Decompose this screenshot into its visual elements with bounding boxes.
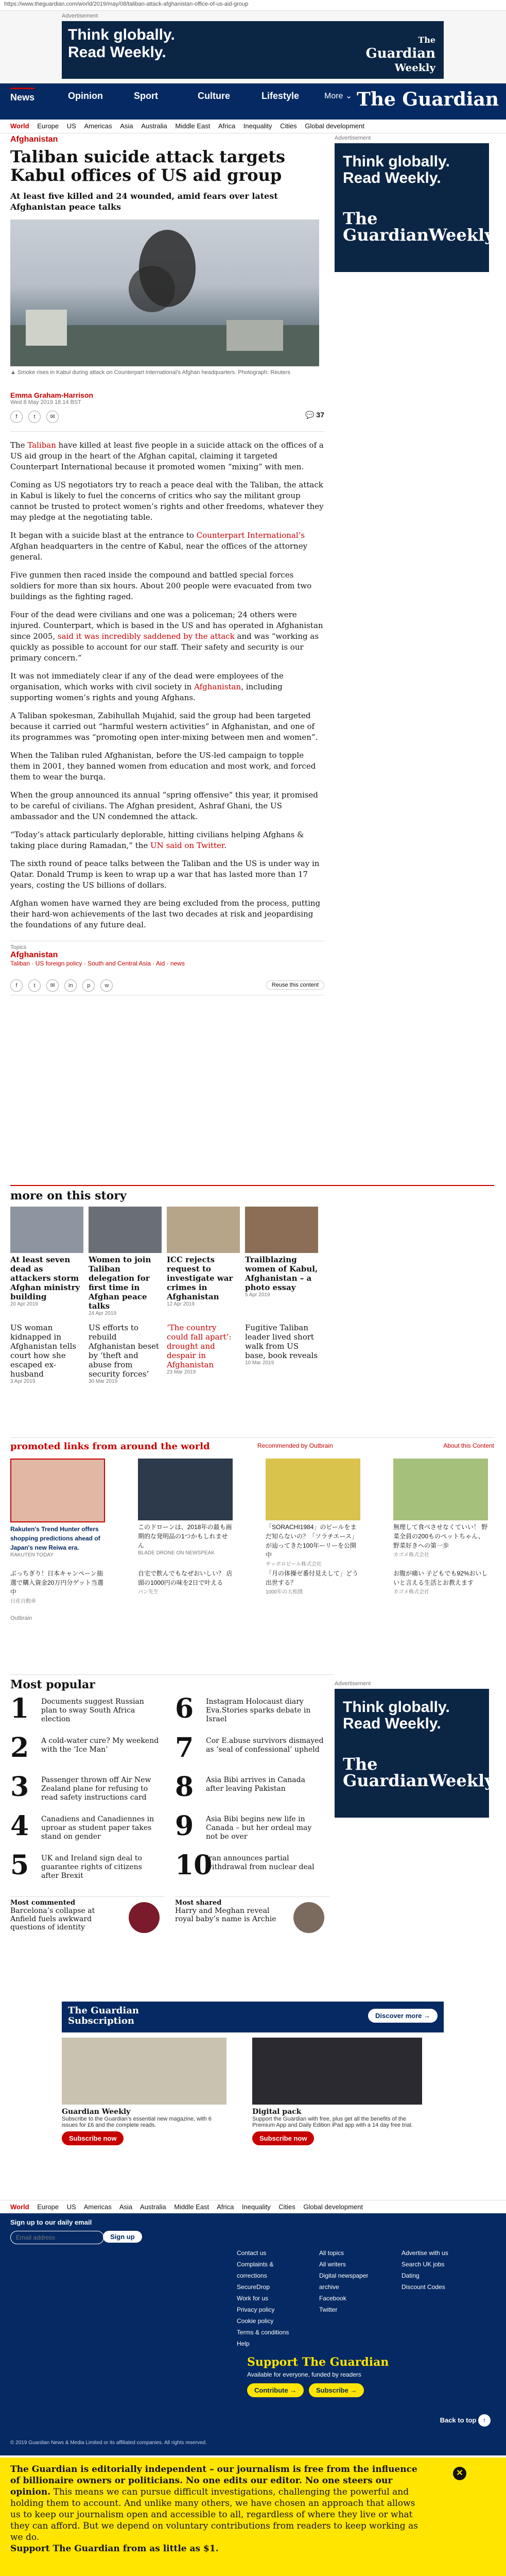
promoted-source: サッポロビール株式会社 [266,1562,322,1567]
support-subtitle: Available for everyone, funded by readers [247,2371,361,2378]
promoted-title: 「SORACHI1984」のビールをまだ知らないの？「ソラチエース」が辿ってきた100年ーリーを公開中 [266,1523,358,1558]
discover-more-button[interactable]: Discover more → [368,2009,438,2023]
promoted-thumbnail [10,1459,105,1522]
most-popular-title: Passenger thrown off Air New Zealand plane for refusing to read safety instructions card [41,1776,151,1802]
story-date: 10 Mar 2019 [245,1360,274,1366]
subnav-cities[interactable]: Cities [280,122,297,130]
promoted-title: 無理して食べさせなくていい！ 野菜全員の200ものペットちゃん、野菜好きへの第一歩 [393,1523,488,1549]
subnav-middle-east[interactable]: Middle East [174,2203,210,2211]
most-popular-title: Cor E.abuse survivors dismayed as ‘seal of confessional’ upheld [206,1737,324,1754]
building [26,310,67,346]
subnav-global-development[interactable]: Global development [305,122,364,130]
article-body [10,440,324,930]
footer-link[interactable]: Help [237,2340,250,2347]
footer-link[interactable]: Digital newspaper archive [319,2272,369,2291]
ad-brand: The Guardian Weekly [365,35,435,74]
article-paragraph: A Taliban spokesman, Zabihullah Mujahid, said the group had been targeted because it carried out “harmful western activities” in Afghanistan, and one of its programmes was “promoting open inter-mixing between men and women”. [10,711,318,742]
facebook-icon[interactable]: f [10,411,23,423]
more-on-this-story [10,1185,494,1408]
nav-news[interactable]: News [10,88,34,103]
inline-link[interactable]: said it was incredibly saddened by the attack [57,632,235,641]
offer-title: Guardian Weekly [62,2108,131,2116]
top-advertisement [0,11,506,83]
email-input[interactable] [10,2231,104,2244]
copyright: © 2019 Guardian News & Media Limited or its affiliated companies. All rights reserved. [10,2440,207,2446]
most-shared-title: Harry and Meghan reveal royal baby’s name is Archie [175,1907,276,1923]
story-title: US efforts to rebuild Afghanistan beset by ‘theft and abuse from security forces’ [89,1323,159,1379]
guardian-weekly-covers [62,2038,226,2105]
nav-sport[interactable]: Sport [134,91,158,101]
rank-number: 5 [10,1850,29,1881]
address-bar[interactable]: https://www.theguardian.com/world/2019/may/08/taliban-attack-afghanistan-office-of-us-aid-group [0,0,506,11]
nav-lifestyle[interactable]: Lifestyle [261,91,300,101]
subscribe-now-button[interactable]: Subscribe now [62,2131,124,2145]
most-popular-item[interactable] [175,1732,329,1773]
subnav-world[interactable]: World [10,122,29,130]
rank-number: 9 [175,1810,194,1842]
rank-number: 4 [10,1810,29,1842]
article-paragraph: The Taliban have killed at least five people in a suicide attack on the offices of a US aid group in the heart of the Afghan capital, claiming it targeted Counterpart International because it promoted women “mixing” with men. [10,440,324,471]
article-paragraph: When the group announced its annual “spring offensive” this year, it promised to be careful of civilians. The Afghan president, Ashraf Ghani, the US ambassador and the UN condemned the attack. [10,790,318,821]
support-text: The Guardian is editorially independent – our journalism is free from the influence of billionaire owners or politicians. No one edits our editor. No one steers our opinion. This means we can pursue difficult investigations, challenging the powerful and holding them to account. And unlike many others, we have chosen an approach that allows us to keep our journalism open and accessible to all, regardless of where they live or what they can afford. But we depend on voluntary contributions from readers to keep working as we do. Support The Guardian from as little as $1. [10,2464,422,2554]
ad-tagline: Think globally. Read Weekly. [68,26,175,61]
section-title: promoted links from around the world [10,1441,210,1452]
story-date: 23 Mar 2019 [167,1369,196,1375]
promoted-thumbnail [393,1459,488,1520]
subnav-europe[interactable]: Europe [37,2203,59,2211]
story-card[interactable] [245,1321,318,1366]
subnav-europe[interactable]: Europe [37,122,59,130]
subscription-title: The Guardian Subscription [68,2005,139,2026]
recommended-by-outbrain[interactable]: Recommended by Outbrain [257,1442,333,1449]
contribute-button[interactable]: Contribute → [247,2383,304,2397]
story-thumbnail [89,1207,162,1253]
guardian-logo[interactable]: The Guardian [357,89,499,110]
subscription-banner [62,2002,444,2032]
inline-link[interactable]: Afghanistan [194,682,241,691]
promoted-card[interactable] [393,1459,488,1558]
most-popular-title: Instagram Holocaust diary Eva.Stories sparks debate in Israel [206,1698,311,1723]
story-card[interactable] [167,1207,240,1307]
chevron-down-icon: ⌄ [345,92,353,100]
promoted-card[interactable] [138,1567,233,1595]
share-bar-bottom [10,979,324,995]
subnav-global-development[interactable]: Global development [303,2203,363,2211]
footer-link[interactable]: Terms & conditions [237,2329,289,2336]
article-paragraph: Afghan women have warned they are being excluded from the process, putting their hard-won achievements of the last two decades at risk and jeopardising the foundations of any future deal. [10,899,321,929]
digital-pack-offer[interactable] [252,2038,422,2145]
article-paragraph: Five gunmen then raced inside the compound and battled special forces soldiers for more than six hours. About 200 people were evacuated from two buildings as the fighting raged. [10,570,312,601]
most-shared[interactable] [175,1896,329,1923]
email-icon[interactable]: ✉ [46,979,59,992]
back-to-top-button[interactable]: Back to top ↑ [440,2414,491,2427]
topics [10,941,324,967]
promoted-source: 1000年の大相撲 [266,1589,303,1595]
most-popular-item[interactable] [175,1850,329,1890]
footer-link[interactable]: Search UK jobs [402,2261,445,2268]
footer-links-col3 [402,2247,468,2293]
story-card[interactable] [10,1321,83,1384]
footer-link[interactable]: Twitter [319,2306,338,2313]
twitter-icon[interactable]: t [28,411,41,423]
article-headline: Taliban suicide attack targets Kabul offices of US aid group [10,147,285,185]
offer-text: Support the Guardian with free, plus get all the benefits of the Premium App and Daily Edition iPad app with a 14 day free trial. [252,2116,413,2128]
close-banner-button[interactable] [453,2467,466,2480]
article [10,135,324,995]
promoted-source: カゴメ株式会社 [393,1552,429,1558]
most-popular-title: Asia Bibi arrives in Canada after leaving Pakistan [206,1776,305,1793]
story-card[interactable] [89,1321,162,1384]
subnav-australia[interactable]: Australia [140,2203,166,2211]
story-card[interactable] [245,1207,318,1298]
building [226,320,283,351]
most-popular-item[interactable] [10,1771,165,1812]
story-date: 3 Apr 2019 [10,1379,36,1384]
most-popular-item[interactable] [10,1732,165,1773]
story-date: 30 Mar 2019 [89,1379,118,1384]
story-thumbnail [167,1207,240,1253]
share-bar [10,411,324,432]
promoted-source: BLADE DRONE ON NEWSPEAK [138,1550,215,1556]
footer-links-col1 [237,2247,304,2349]
topics-list[interactable]: Taliban · US foreign policy · South and Central Asia · Aid · news [10,960,185,967]
subnav-asia[interactable]: Asia [119,2203,133,2211]
promoted-source: カゴメ株式会社 [393,1589,429,1595]
sub-navigation [0,120,506,133]
most-popular-item[interactable] [175,1810,329,1851]
ad-tagline: Think globally. Read Weekly. [343,153,450,187]
most-commented-title: Barcelona’s collapse at Anfield fuels awkward questions of identity [10,1907,95,1931]
promoted-source: RAKUTEN TODAY [10,1552,54,1558]
subnav-americas[interactable]: Americas [84,122,112,130]
ad-brand: The GuardianWeekly [343,1754,494,1790]
subnav-world[interactable]: World [10,2203,29,2211]
article-paragraph: The sixth round of peace talks between the Taliban and the US is under way in Qatar. Donald Trump is keen to wrap up a war that has lasted more than 17 years, costing the US billions of dollars. [10,859,320,890]
support-title: Support The Guardian [247,2355,389,2369]
promoted-card[interactable] [266,1459,360,1567]
rank-number: 2 [10,1732,29,1764]
article-paragraph: It was not immediately clear if any of the dead were employees of the organisation, which works with civil society in Afghanistan, including supporting women’s rights and young Afghans. [10,671,284,702]
arrow-up-icon: ↑ [478,2414,491,2427]
subnav-inequality[interactable]: Inequality [243,122,272,130]
topics-main[interactable]: Afghanistan [10,951,58,959]
subscribe-now-button[interactable]: Subscribe now [252,2131,314,2145]
promoted-title: ぶっちぎり！日本キャンペーン抽選で購入資金20万円分ゲット当選中 [10,1570,103,1596]
promoted-title: このドローンは、2018年の最も画期的な発明品の1つかもしれません [138,1523,232,1549]
footer-link[interactable]: Complaints & corrections [237,2261,274,2279]
subscription-promo [62,2002,444,2172]
most-popular-title: Documents suggest Russian plan to sway South Africa election [41,1698,144,1723]
footer-subnav [0,2200,506,2213]
most-popular-title: A cold-water cure? My weekend with the ‘Ice Man’ [41,1737,159,1754]
ad-label: Advertisement [62,13,98,19]
story-date: 12 Apr 2019 [167,1301,195,1307]
most-popular-item[interactable] [175,1693,329,1734]
article-paragraph: Four of the dead were civilians and one was a policeman; 24 others were injured. Counterpart, which is based in the US and has operated in Afghanistan since 2005, said it was incredibly saddened by the attack and was “working as quickly as possible to account for our staff. Their safety and security is our primary concern.” [10,610,323,663]
footer-link[interactable]: Contact us [237,2249,267,2257]
topics-label: Topics [10,944,27,951]
promoted-thumbnail [138,1459,233,1520]
promoted-source: パン先生 [138,1589,159,1595]
guardian-weekly-ad-banner[interactable] [62,21,444,79]
sign-up-button[interactable]: Sign up [103,2231,142,2243]
story-title: Trailblazing women of Kabul, Afghanistan – a photo essay [245,1255,318,1292]
subscribe-button[interactable]: Subscribe → [309,2383,364,2397]
promoted-title: お腹が痛い 子どもでも92%おいしいと言える生活とお教えます [393,1570,488,1586]
subnav-asia[interactable]: Asia [120,122,133,130]
promoted-card[interactable] [266,1567,360,1595]
article-standfirst: At least five killed and 24 wounded, amid fears over latest Afghanistan peace talks [10,191,278,212]
nav-opinion[interactable]: Opinion [68,91,103,101]
subnav-middle-east[interactable]: Middle East [175,122,211,130]
story-card[interactable] [89,1207,162,1316]
section-title: Most popular [10,1678,95,1691]
subnav-cities[interactable]: Cities [278,2203,295,2211]
subnav-africa[interactable]: Africa [217,2203,234,2211]
promoted-title: 「月の体操ゼ番付見えして」どう出世する？ [266,1570,359,1586]
subnav-australia[interactable]: Australia [141,122,167,130]
story-title: ‘The country could fall apart’: drought and despair in Afghanistan [167,1323,232,1369]
comment-icon: 💬 [305,411,315,419]
footer-link[interactable]: All writers [319,2261,346,2268]
footer-link[interactable]: Advertise with us [402,2249,448,2257]
article-byline[interactable]: Emma Graham-Harrison [10,391,94,399]
outbrain-logo[interactable]: Outbrain [10,1615,32,1621]
footer-link[interactable]: All topics [319,2249,344,2257]
most-shared-thumbnail [293,1902,324,1933]
twitter-icon[interactable]: t [28,979,41,992]
guardian-weekly-side-ad[interactable] [335,1689,494,1818]
footer-link[interactable]: Facebook [319,2295,346,2302]
rank-number: 6 [175,1693,194,1724]
article-section-kicker[interactable]: Afghanistan [10,135,58,144]
comment-count[interactable]: 💬 37 [305,411,324,419]
story-title: Fugitive Taliban leader lived short walk from US base, book reveals [245,1323,318,1360]
subnav-inequality[interactable]: Inequality [241,2203,271,2211]
footer-link[interactable]: Discount Codes [402,2283,445,2291]
story-date: 5 Apr 2019 [245,1292,270,1298]
rank-number: 3 [10,1771,29,1803]
about-this-content[interactable]: About this Content [443,1442,494,1449]
nav-more[interactable]: More ⌄ [324,92,353,100]
most-popular [10,1674,335,1953]
inline-link[interactable]: Counterpart International’s [196,531,305,540]
most-popular-item[interactable] [10,1693,165,1734]
most-popular-title: Iran announces partial withdrawal from nuclear deal [206,1854,315,1871]
reuse-content-button[interactable]: Reuse this content [266,980,324,990]
story-title: US woman kidnapped in Afghanistan tells court how she escaped ex-husband [10,1323,77,1379]
story-card[interactable] [10,1207,83,1307]
rank-number: 8 [175,1771,194,1803]
story-title: At least seven dead as attackers storm Afghan ministry building [10,1255,80,1301]
promoted-title: Rakuten's Trend Hunter offers shopping predictions ahead of Japan's new Reiwa era. [10,1526,100,1551]
story-thumbnail [10,1207,83,1253]
article-paragraph: Coming as US negotiators try to reach a peace deal with the Taliban, the attack in Kabul is likely to fuel the concerns of critics who say the militant group cannot be trusted to protect women’s rights and other freedoms, whatever they may pledge at the negotiating table. [10,480,324,522]
promoted-source: 日産自動車 [10,1599,36,1604]
offer-text: Subscribe to the Guardian’s essential new magazine, with 6 issues for £6 and the complete reads. [62,2116,212,2128]
story-date: 20 Apr 2019 [10,1301,38,1307]
most-commented-thumbnail [129,1902,160,1933]
main-navigation [0,83,506,120]
promoted-card[interactable] [393,1567,488,1595]
most-commented[interactable] [10,1896,165,1931]
digital-pack-devices [252,2038,422,2105]
promoted-title: 自宅で飲んでもなぜおいしい？ 店頭の1000円の味を2日で叶える [138,1570,233,1586]
section-title: more on this story [10,1189,127,1202]
promoted-card[interactable] [10,1567,105,1604]
signup-title: Sign up to our daily email [10,2218,92,2226]
support-banner [0,2458,506,2576]
rank-number: 7 [175,1732,194,1764]
story-date: 24 Apr 2019 [89,1311,116,1316]
subnav-africa[interactable]: Africa [218,122,236,130]
whatsapp-icon[interactable]: w [100,979,113,992]
article-paragraph: “Today’s attack particularly deplorable, hitting civilians helping Afghans & taking place during Ramadan,” the UN said on Twitter. [10,830,304,850]
story-thumbnail [245,1207,318,1253]
footer-links-col2 [319,2247,386,2315]
linkedin-icon[interactable]: in [64,979,77,992]
image-caption: ▲ Smoke rises in Kabul during attack on Counterpart International’s Afghan headquarters. Photograph: Reuters [10,369,290,376]
email-icon[interactable]: ✉ [46,411,59,423]
ad-brand: The GuardianWeekly [343,209,494,245]
footer [0,2213,506,2455]
article-paragraph: It began with a suicide blast at the entrance to Counterpart International’s Afghan headquarters in the centre of Kabul, near the offices of the attorney general. [10,531,308,562]
inline-link[interactable]: Taliban [27,440,56,450]
most-shared-label: Most shared [175,1899,222,1907]
article-paragraph: When the Taliban ruled Afghanistan, before the US-led campaign to topple them in 2001, they banned women from education and most work, and forced them to wear the burqa. [10,751,316,782]
pinterest-icon[interactable]: p [82,979,95,992]
story-title: ICC rejects request to investigate war crimes in Afghanistan [167,1255,233,1301]
promoted-thumbnail [266,1459,360,1520]
promoted-card[interactable] [10,1459,105,1558]
subnav-us[interactable]: US [66,2203,76,2211]
ad-tagline: Think globally. Read Weekly. [343,1699,450,1732]
guardian-weekly-offer[interactable] [62,2038,226,2145]
ad-label: Advertisement [335,1681,371,1687]
offer-title: Digital pack [252,2108,302,2116]
footer-link[interactable]: Cookie policy [237,2317,274,2325]
most-popular-title: UK and Ireland sign deal to guarantee rights of citizens after Brexit [41,1854,142,1880]
story-card[interactable] [167,1321,240,1375]
story-title: Women to join Taliban delegation for first time in Afghan peace talks [89,1255,151,1311]
footer-link[interactable]: SecureDrop [237,2283,270,2291]
rank-number: 10 [175,1850,213,1881]
article-date: Wed 8 May 2019 18.14 BST [10,399,81,405]
close-icon: ✕ [456,2469,463,2478]
footer-link[interactable]: Work for us [237,2295,269,2302]
hero-image [10,219,319,366]
smoke-plume [129,266,175,312]
guardian-weekly-side-ad[interactable] [335,143,494,272]
most-popular-item[interactable] [10,1850,165,1890]
promoted-card[interactable] [138,1459,233,1556]
inline-link[interactable]: UN said on Twitter [150,841,224,850]
most-popular-item[interactable] [10,1810,165,1851]
rank-number: 1 [10,1693,29,1724]
ad-label: Advertisement [335,135,371,141]
footer-link[interactable]: Dating [402,2272,420,2279]
most-popular-title: Asia Bibi begins new life in Canada – but her ordeal may not be over [206,1815,312,1841]
promoted-links [10,1437,494,1654]
footer-link[interactable]: Privacy policy [237,2306,275,2313]
most-commented-label: Most commented [10,1899,76,1907]
most-popular-title: Canadiens and Canadiennes in uproar as student paper takes stand on gender [41,1815,154,1841]
nav-culture[interactable]: Culture [198,91,230,101]
facebook-icon[interactable]: f [10,979,23,992]
subnav-americas[interactable]: Americas [83,2203,112,2211]
most-popular-item[interactable] [175,1771,329,1812]
subnav-us[interactable]: US [66,122,76,130]
camera-icon: ▲ [10,369,16,376]
support-cta-text[interactable]: Support The Guardian from as little as $1. [10,2544,219,2554]
